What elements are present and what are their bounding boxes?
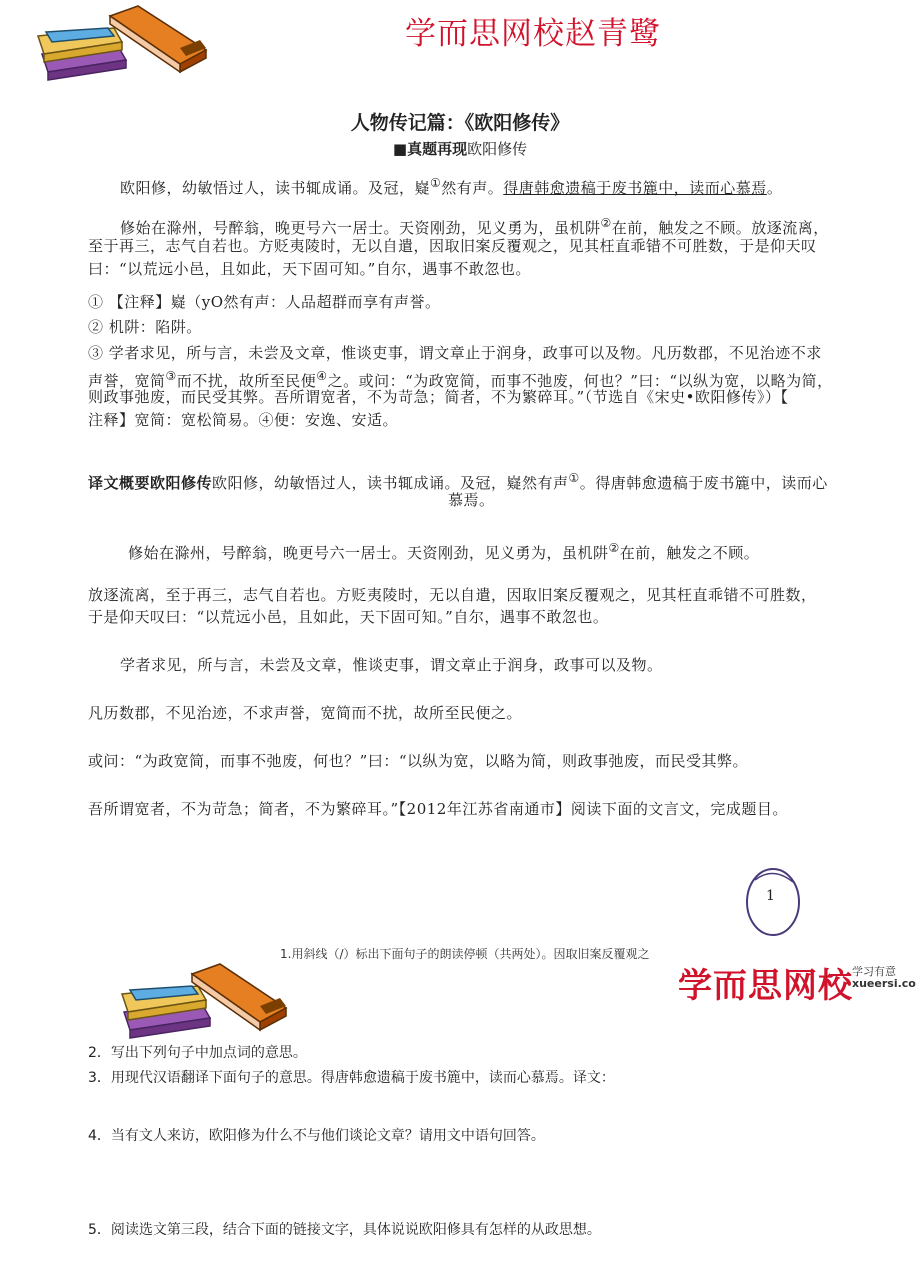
translation-heading-line: 译文概要欧阳修传欧阳修，幼敏悟过人，读书辄成诵。及冠，嶷然有声①。得唐韩愈遗稿于废书簏中，读而心 — [88, 471, 828, 492]
footer-brand-logo: 学而思网校 — [678, 966, 853, 1006]
question-2: 2．写出下列句子中加点词的意思。 — [88, 1045, 307, 1061]
translation-paragraph-6: 或问：“为政宽简，而事不弛废，何也？”曰：“以纵为宽，以略为简，则政事弛废，而民受其弊。 — [88, 752, 749, 770]
question-5: 5．阅读选文第三段，结合下面的链接文字，具体说说欧阳修具有怎样的从政思想。 — [88, 1222, 601, 1238]
note-3-line-1: ③ 学者求见，所与言，未尝及文章，惟谈吏事，谓文章止于润身，政事可以及物。凡历数郡，不见治迹不求 — [88, 344, 822, 362]
passage-paragraph-2-line-2: 至于再三，志气自若也。方贬夷陵时，无以自遣，因取旧案反覆观之，见其枉直乖错不可胜数，于是仰天叹 — [88, 237, 817, 255]
header-brand: 学而思网校赵青鹭 — [405, 16, 661, 52]
translation-line-2: 慕焉。 — [448, 491, 495, 509]
translation-paragraph-2: 修始在滁州，号醉翁，晚更号六一居士。天资刚劲，见义勇为，虽机阱②在前，触发之不顾。 — [128, 541, 760, 562]
translation-paragraph-5: 凡历数郡，不见治迹，不求声誉，宽简而不扰，故所至民便之。 — [88, 704, 523, 722]
page-number: 1 — [766, 888, 775, 904]
page-number-circle — [745, 866, 805, 946]
page-title: 人物传记篇：《欧阳修传》 — [350, 112, 570, 134]
books-illustration — [30, 2, 210, 84]
translation-paragraph-7: 吾所谓宽者，不为苛急；简者，不为繁碎耳。”【2012年江苏省南通市】阅读下面的文言文，完成题目。 — [88, 800, 788, 818]
subtitle: ■真题再现欧阳修传 — [392, 140, 528, 158]
question-3: 3．用现代汉语翻译下面句子的意思。得唐韩愈遗稿于废书簏中，读而心慕焉。译文： — [88, 1070, 615, 1086]
passage-paragraph-2-line-3: 曰：“以荒远小邑，且如此，天下固可知。”自尔，遇事不敢忽也。 — [88, 260, 531, 278]
translation-paragraph-3-line-1: 放逐流离，至于再三，志气自若也。方贬夷陵时，无以自遣，因取旧案反覆观之，见其枉直乖错不可胜数， — [88, 586, 817, 604]
question-4: 4．当有文人来访，欧阳修为什么不与他们谈论文章？请用文中语句回答。 — [88, 1128, 545, 1144]
footer-brand-tagline: 学习有意 xueersi.co — [852, 966, 916, 990]
note-2: ② 机阱：陷阱。 — [88, 318, 202, 336]
note-3-line-3: 则政事弛废，而民受其弊。吾所谓宽者，不为苛急；简者，不为繁碎耳。”（节选自《宋史•欧阳修传》）【 — [88, 388, 789, 406]
passage-paragraph-2-line-1: 修始在滁州，号醉翁，晚更号六一居士。天资刚劲，见义勇为，虽机阱②在前，触发之不顾。放逐流离， — [120, 216, 829, 237]
note-1: ① 【注释】嶷（yO然有声：人品超群而享有声誉。 — [88, 293, 441, 311]
translation-paragraph-3-line-2: 于是仰天叹曰：“以荒远小邑，且如此，天下固可知。”自尔，遇事不敢忽也。 — [88, 608, 609, 626]
books-illustration-bottom — [118, 960, 290, 1042]
passage-paragraph-1: 欧阳修，幼敏悟过人，读书辄成诵。及冠，嶷①然有声。得唐韩愈遗稿于废书簏中，读而心慕焉。 — [120, 176, 783, 197]
question-1: 1.用斜线（/）标出下面句子的朗读停顿（共两处）。因取旧案反覆观之 — [280, 947, 650, 961]
translation-paragraph-4: 学者求见，所与言，未尝及文章，惟谈吏事，谓文章止于润身，政事可以及物。 — [120, 656, 663, 674]
note-3-line-2: 声誉，宽简③而不扰，故所至民便④之。或问：“为政宽简，而事不弛废，何也？”曰：“以纵为宽，以略为简， — [88, 369, 833, 390]
note-3-line-4: 注释】宽简：宽松简易。④便：安逸、安适。 — [88, 411, 399, 429]
